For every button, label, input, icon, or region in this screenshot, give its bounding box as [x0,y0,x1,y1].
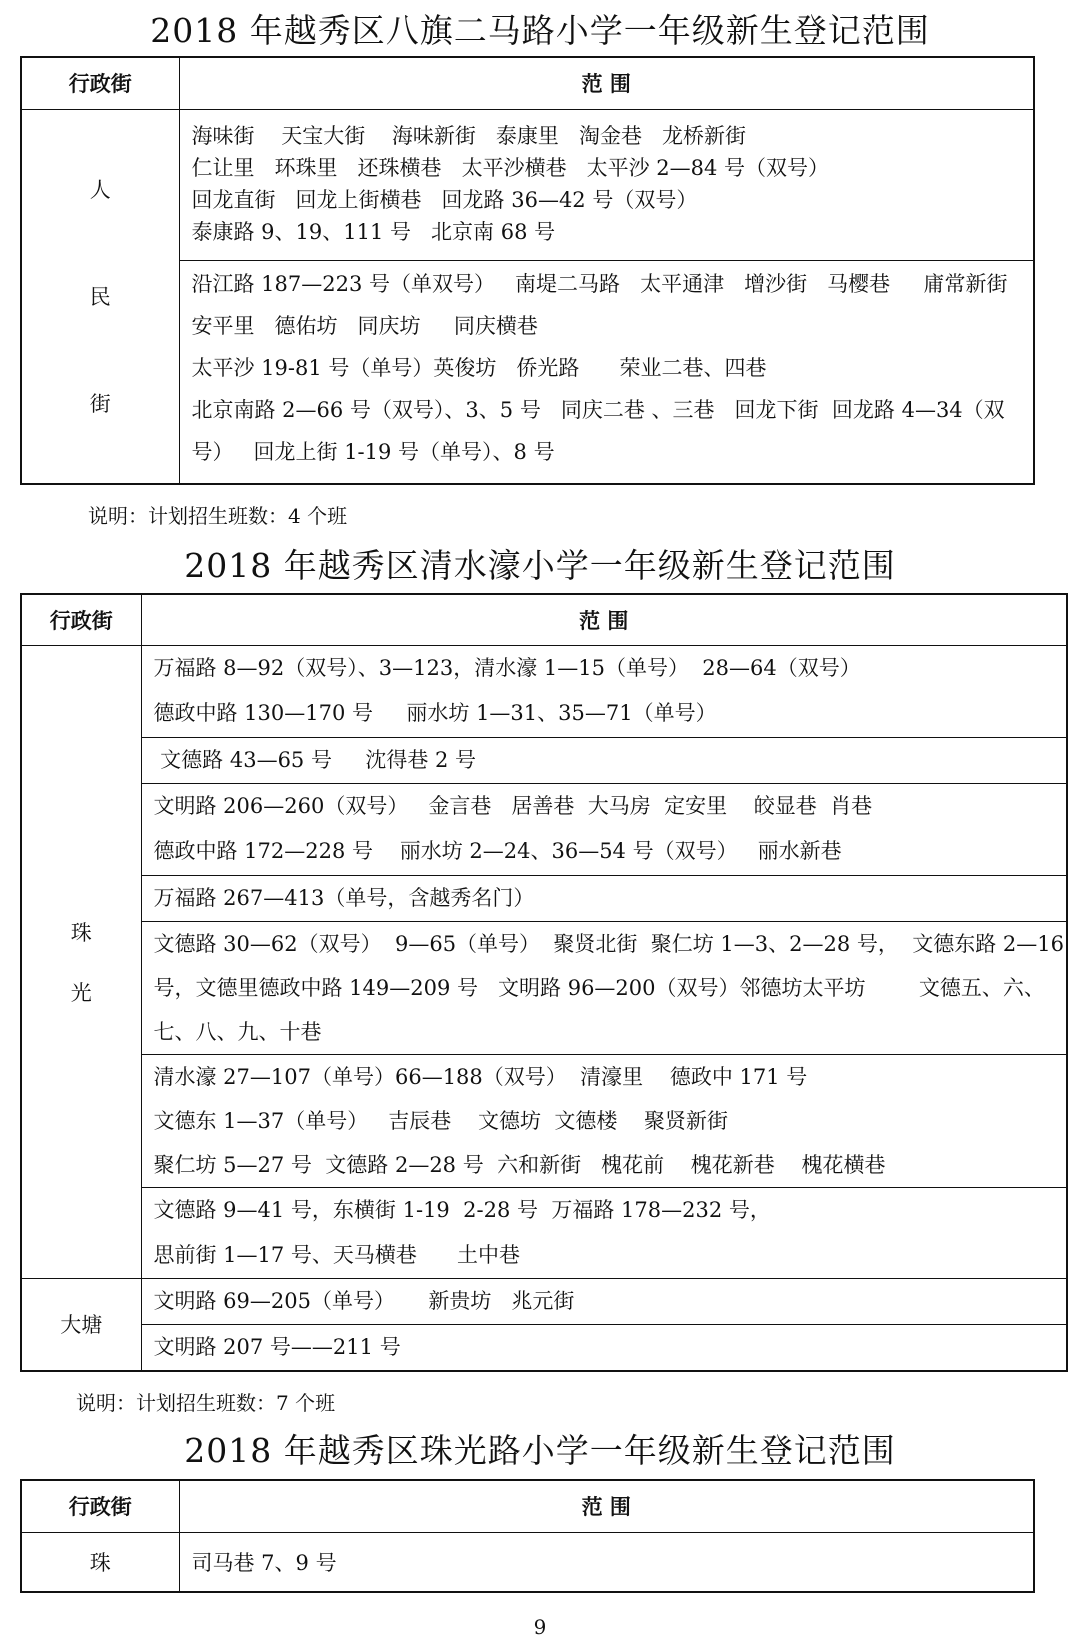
street-char: 光 [70,980,92,1005]
table-row [21,645,1067,737]
range-line: 文明路 69—205（单号） 新贵坊 兆元街 [153,1288,575,1313]
range-line: 文明路 206—260（双号） 金言巷 居善巷 大马房 定安里 皎显巷 肖巷 [153,793,873,818]
range-cell [141,783,1067,875]
range-line: 沿江路 187—223 号（单双号） 南堤二马路 太平通津 增沙街 马樱巷 庯常新街 [191,271,1008,296]
range-line: 万福路 8—92（双号）、3—123，清水濠 1—15（单号） 28—64（双号） [153,655,861,680]
header-street: 行政街 [21,1480,179,1532]
range-line: 文德路 30—62（双号） 9—65（单号） 聚贤北街 聚仁坊 1—3、2—28 号， 文德东路 2—16 [153,931,1065,956]
header-street: 行政街 [21,594,141,645]
range-line: 清水濠 27—107（单号）66—188（双号） 清濠里 德政中 171 号 [153,1064,808,1089]
range-line: 德政中路 172—228 号 丽水坊 2—24、36—54 号（双号） 丽水新巷 [153,838,842,863]
range-cell [141,1054,1067,1187]
table-row [21,1278,1067,1324]
range-cell [179,1532,1034,1592]
range-line: 思前街 1—17 号、天马横巷 土中巷 [153,1242,520,1267]
table-row [21,1054,1067,1187]
header-street: 行政街 [21,57,179,109]
street-char: 人 [89,178,111,202]
table-header-row [21,57,1034,109]
range-line: 文德路 43—65 号 沈得巷 2 号 [153,747,477,772]
section2-note: 说明：计划招生班数：7 个班 [76,1391,336,1415]
table-row [21,1324,1067,1371]
section3-table [20,1479,1035,1593]
range-cell [179,260,1034,484]
table-row [21,1187,1067,1278]
street-char: 珠 [89,1550,111,1575]
range-cell [179,109,1034,260]
range-line: 司马巷 7、9 号 [191,1550,337,1575]
range-line: 安平里 德佑坊 同庆坊 同庆横巷 [191,313,538,338]
range-line: 万福路 267—413（单号，含越秀名门） [153,885,535,910]
range-cell [141,1278,1067,1324]
section2-title: 2018 年越秀区清水濠小学一年级新生登记范围 [184,546,896,585]
table-row [21,109,1034,260]
range-line: 文德路 9—41 号，东横街 1-19 2-28 号 万福路 178—232 号， [153,1197,771,1222]
section1-note: 说明：计划招生班数：4 个班 [88,504,348,528]
table-row [21,1532,1034,1592]
range-line: 七、八、九、十巷 [153,1019,322,1044]
range-cell [141,737,1067,783]
header-range: 范 围 [179,1480,1034,1532]
section1-table [20,56,1035,485]
range-line: 文德东 1—37（单号） 吉辰巷 文德坊 文德楼 聚贤新街 [153,1108,729,1133]
page-number: 9 [533,1615,547,1639]
range-line: 德政中路 130—170 号 丽水坊 1—31、35—71（单号） [153,700,717,725]
range-line: 泰康路 9、19、111 号 北京南 68 号 [191,219,556,244]
range-line: 回龙直街 回龙上街横巷 回龙路 36—42 号（双号） [191,187,698,212]
header-range: 范 围 [141,594,1067,645]
street-char: 珠 [70,920,92,945]
range-line: 聚仁坊 5—27 号 文德路 2—28 号 六和新街 槐花前 槐花新巷 槐花横巷 [153,1152,886,1177]
table-row [21,921,1067,1054]
street-name-cell [21,645,141,1278]
section1-title: 2018 年越秀区八旗二马路小学一年级新生登记范围 [150,11,930,50]
range-cell [141,645,1067,737]
range-cell [141,1324,1067,1371]
range-line: 文明路 207 号——211 号 [153,1334,401,1359]
range-line: 号，文德里德政中路 149—209 号 文明路 96—200（双号）邻德坊太平坊 文德五、六、 [153,975,1045,1000]
table-row [21,737,1067,783]
range-cell [141,921,1067,1054]
section2-table [20,593,1068,1372]
table-row [21,875,1067,921]
range-line: 海味街 天宝大街 海味新街 泰康里 淘金巷 龙桥新街 [191,123,746,148]
table-row [21,783,1067,875]
street-name-cell [21,1278,141,1371]
range-line: 号） 回龙上街 1-19 号（单号）、8 号 [191,439,555,464]
range-cell [141,1187,1067,1278]
street-char: 民 [89,285,111,309]
section3-title: 2018 年越秀区珠光路小学一年级新生登记范围 [184,1431,896,1470]
range-line: 仁让里 环珠里 还珠横巷 太平沙横巷 太平沙 2—84 号（双号） [191,155,830,180]
range-cell [141,875,1067,921]
street-name-cell [21,109,179,484]
street-char: 街 [89,392,111,416]
header-range: 范 围 [179,57,1034,109]
street-char: 大塘 [60,1313,103,1337]
table-header-row [21,594,1067,645]
street-name-cell [21,1532,179,1592]
range-line: 北京南路 2—66 号（双号）、3、5 号 同庆二巷 、三巷 回龙下街 回龙路 4—34（双 [191,397,1005,422]
range-line: 太平沙 19-81 号（单号）英俊坊 侨光路 荣业二巷、四巷 [191,355,767,380]
table-header-row [21,1480,1034,1532]
